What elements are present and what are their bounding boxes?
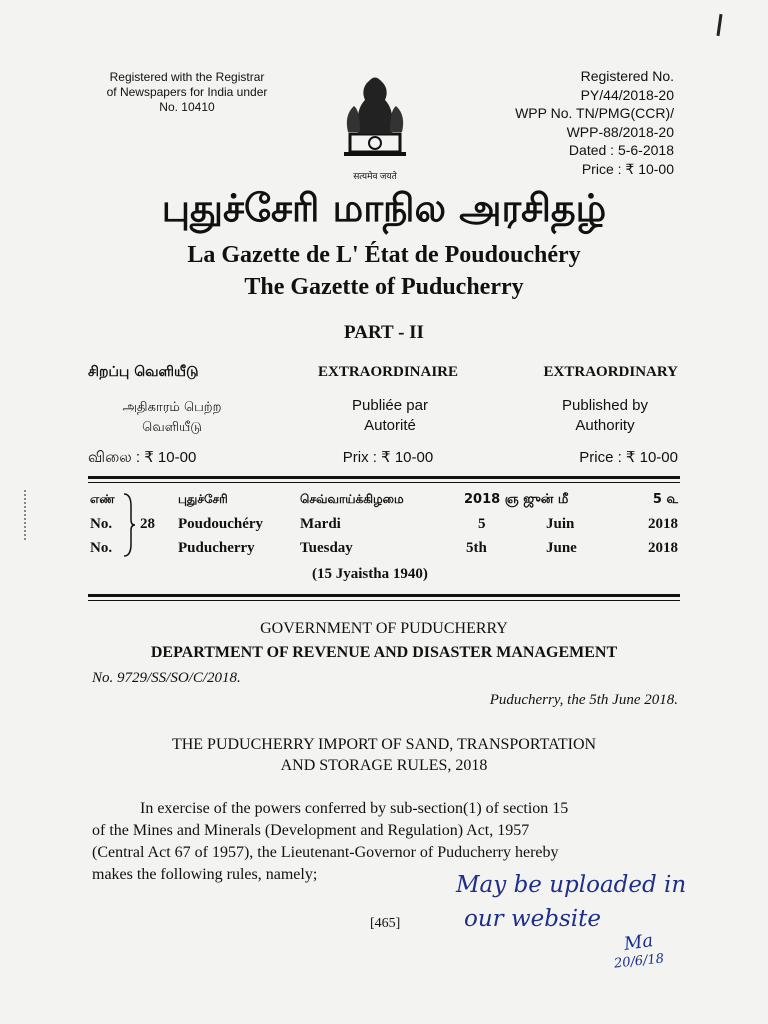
handwritten-note — [456, 868, 706, 936]
rules-title-line: THE PUDUCHERRY IMPORT OF SAND, TRANSPORTATION — [171, 736, 597, 753]
handwritten-line: May be uploaded in — [456, 872, 687, 898]
brace-icon — [122, 492, 136, 558]
place-en: Puducherry — [178, 540, 255, 556]
month-en: June — [546, 540, 577, 556]
place-and-date: Puducherry, the 5th June 2018. — [489, 692, 678, 708]
price: Price : ₹ 10-00 — [581, 160, 674, 177]
col3-pub-line: Published by — [562, 397, 648, 414]
handwritten-line: our website — [464, 906, 602, 932]
emblem-caption: सत्यमेव जयते — [353, 171, 397, 181]
divider-bottom — [88, 594, 680, 597]
rules-title-line: AND STORAGE RULES, 2018 — [280, 757, 488, 774]
month-fr: Juin — [546, 516, 575, 532]
col3-price: Price : ₹ 10-00 — [579, 449, 678, 466]
divider-top — [88, 476, 680, 479]
initials: Ma — [622, 930, 655, 955]
registrar-line: of Newspapers for India under — [106, 85, 268, 99]
dated: Dated : 5-6-2018 — [568, 142, 674, 158]
issue-number: 28 — [140, 516, 155, 532]
col3-type: EXTRAORDINARY — [543, 364, 678, 380]
place-fr: Poudouchéry — [178, 516, 264, 532]
wpp-number-cont: WPP-88/2018-20 — [566, 123, 674, 140]
wpp-number: WPP No. TN/PMG(CCR)/ — [515, 105, 674, 121]
day-en: Tuesday — [300, 540, 353, 556]
date-tamil: 2018 ஞ ஜுன் மீ — [464, 492, 569, 507]
page-number: [465] — [370, 916, 401, 931]
registrar-line: No. 10410 — [159, 100, 215, 114]
rules-title — [60, 734, 708, 776]
day-tamil: செவ்வாய்க்கிழமை — [300, 492, 404, 506]
title-english: The Gazette of Puducherry — [244, 274, 524, 300]
col2-pub-line: Autorité — [364, 417, 416, 434]
preamble-line: of the Mines and Minerals (Development and Regulation) Act, 1957 — [92, 822, 530, 839]
part-label: PART - II — [344, 322, 424, 343]
col2-price: Prix : ₹ 10-00 — [342, 449, 434, 466]
registrar-line: Registered with the Registrar — [109, 70, 265, 84]
col1-pub-line: அதிகாரம் பெற்ற — [122, 400, 222, 415]
col2-pub-line: Publiée par — [352, 397, 428, 414]
registration-details — [460, 67, 674, 178]
col1-pub-line: வெளியீடு — [142, 420, 202, 435]
col2-pub — [300, 396, 480, 436]
no-label-en: No. — [90, 540, 113, 556]
preamble-line: In exercise of the powers conferred by sub-section(1) of section 15 — [140, 800, 569, 817]
pen-mark — [716, 14, 722, 36]
registered-number: PY/44/2018-20 — [580, 86, 674, 103]
government-heading: GOVERNMENT OF PUDUCHERRY — [260, 620, 508, 637]
handwritten-date: 20/6/18 — [613, 951, 665, 972]
day-fr: Mardi — [300, 516, 341, 532]
registrar-note — [78, 70, 296, 115]
preamble-line: (Central Act 67 of 1957), the Lieutenant-Governor of Puducherry hereby — [92, 844, 559, 861]
col3-pub-line: Authority — [575, 417, 635, 434]
emblem-icon — [330, 70, 420, 170]
saka-date: (15 Jyaistha 1940) — [312, 566, 428, 582]
issue-block — [90, 492, 680, 588]
col1-price: விலை : ₹ 10-00 — [88, 449, 197, 466]
divider-bottom-thin — [88, 600, 680, 601]
order-number: No. 9729/SS/SO/C/2018. — [92, 670, 241, 686]
date-fr: 5 — [478, 516, 486, 532]
staple-mark — [24, 490, 48, 540]
state-emblem — [330, 70, 420, 182]
divider-top-thin — [88, 482, 680, 483]
col1-type: சிறப்பு வெளியீடு — [88, 364, 199, 380]
title-tamil: புதுச்சேரி மாநில அரசிதழ் — [161, 186, 607, 230]
date-en: 5th — [466, 540, 487, 556]
department-heading: DEPARTMENT OF REVENUE AND DISASTER MANAGEMENT — [150, 644, 618, 661]
year-en: 2018 — [648, 540, 678, 556]
preamble-line: makes the following rules, namely; — [92, 866, 318, 883]
no-label-fr: No. — [90, 516, 113, 532]
place-tamil: புதுச்சேரி — [178, 492, 228, 506]
year-fr: 2018 — [648, 516, 678, 532]
col3-pub — [530, 396, 680, 436]
col1-pub — [92, 398, 252, 438]
col2-type: EXTRAORDINAIRE — [317, 364, 459, 380]
title-french: La Gazette de L' État de Poudouchéry — [187, 242, 581, 268]
registered-label: Registered No. — [580, 68, 674, 84]
dayright-tamil: 5 ௳ — [652, 492, 678, 507]
no-label-tamil: எண் — [90, 492, 115, 506]
